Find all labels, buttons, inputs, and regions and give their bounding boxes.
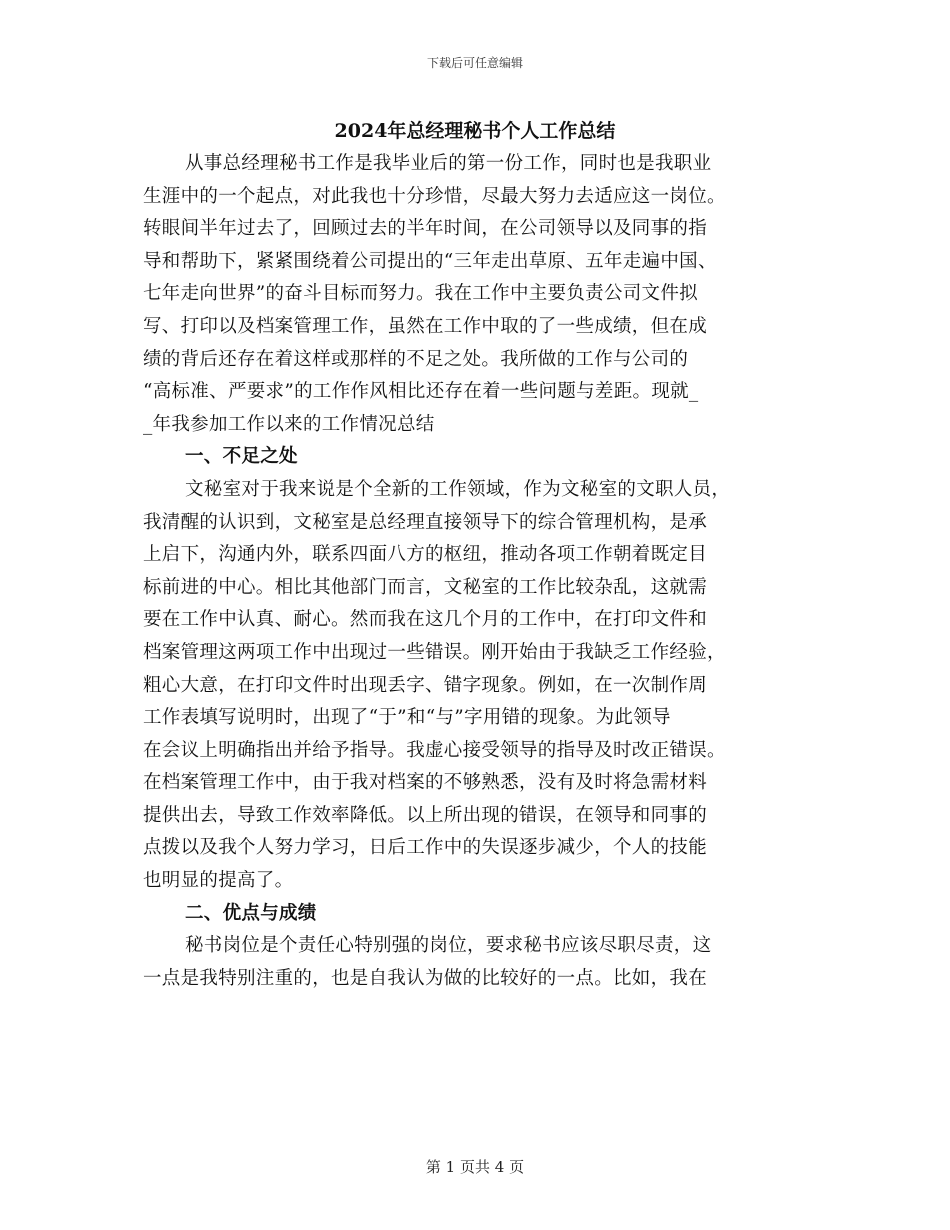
text-line: 在会议上明确指出并给予指导。我虚心接受领导的指导及时改正错误。	[143, 739, 726, 761]
text-line: 也明显的提高了。	[143, 870, 294, 892]
text-line: 工作表填写说明时，出现了“于”和“与”字用错的现象。为此领导	[143, 707, 671, 729]
text-line: 转眼间半年过去了，回顾过去的半年时间，在公司领导以及同事的指	[143, 218, 708, 240]
text-line: 上启下，沟通内外，联系四面八方的枢纽，推动各项工作朝着既定目	[143, 544, 708, 566]
text-line: 标前进的中心。相比其他部门而言，文秘室的工作比较杂乱，这就需	[143, 576, 708, 598]
text-line: 文秘室对于我来说是个全新的工作领域，作为文秘室的文职人员，	[185, 478, 731, 500]
document-body	[143, 148, 807, 995]
text-line: _年我参加工作以来的工作情况总结	[143, 413, 435, 435]
text-line: 我清醒的认识到，文秘室是总经理直接领导下的综合管理机构，是承	[143, 511, 708, 533]
document-title: 2024年总经理秘书个人工作总结	[334, 120, 616, 142]
text-line: 要在工作中认真、耐心。然而我在这几个月的工作中，在打印文件和	[143, 609, 708, 631]
text-line: 写、打印以及档案管理工作，虽然在工作中取的了一些成绩，但在成	[143, 315, 708, 337]
page-footer: 第 1 页共 4 页	[425, 1158, 525, 1176]
text-line: 七年走向世界”的奋斗目标而努力。我在工作中主要负责公司文件拟	[143, 283, 698, 305]
text-line: 从事总经理秘书工作是我毕业后的第一份工作，同时也是我职业	[185, 153, 712, 174]
text-line: 提供出去，导致工作效率降低。以上所出现的错误，在领导和同事的	[143, 804, 708, 826]
text-line: 点拨以及我个人努力学习，日后工作中的失误逐步减少，个人的技能	[143, 837, 708, 859]
text-line: 生涯中的一个起点，对此我也十分珍惜，尽最大努力去适应这一岗位。	[143, 185, 726, 207]
text-line: 一点是我特别注重的，也是自我认为做的比较好的一点。比如，我在	[143, 967, 708, 989]
text-line: 导和帮助下，紧紧围绕着公司提出的“三年走出草原、五年走遍中国、	[143, 250, 717, 272]
text-line: 绩的背后还存在着这样或那样的不足之处。我所做的工作与公司的	[143, 348, 689, 370]
text-line: 档案管理这两项工作中出现过一些错误。刚开始由于我缺乏工作经验，	[143, 641, 726, 663]
text-line: 粗心大意，在打印文件时出现丢字、错字现象。例如，在一次制作周	[143, 674, 708, 696]
text-line: 秘书岗位是个责任心特别强的岗位，要求秘书应该尽职尽责，这	[185, 935, 712, 957]
section-heading: 一、不足之处	[185, 446, 298, 468]
page-header: 下载后可任意编辑	[426, 56, 523, 70]
section-heading: 二、优点与成绩	[185, 902, 317, 924]
text-line: “高标准、严要求”的工作作风相比还存在着一些问题与差距。现就_	[143, 381, 699, 403]
text-line: 在档案管理工作中，由于我对档案的不够熟悉，没有及时将急需材料	[143, 772, 708, 794]
